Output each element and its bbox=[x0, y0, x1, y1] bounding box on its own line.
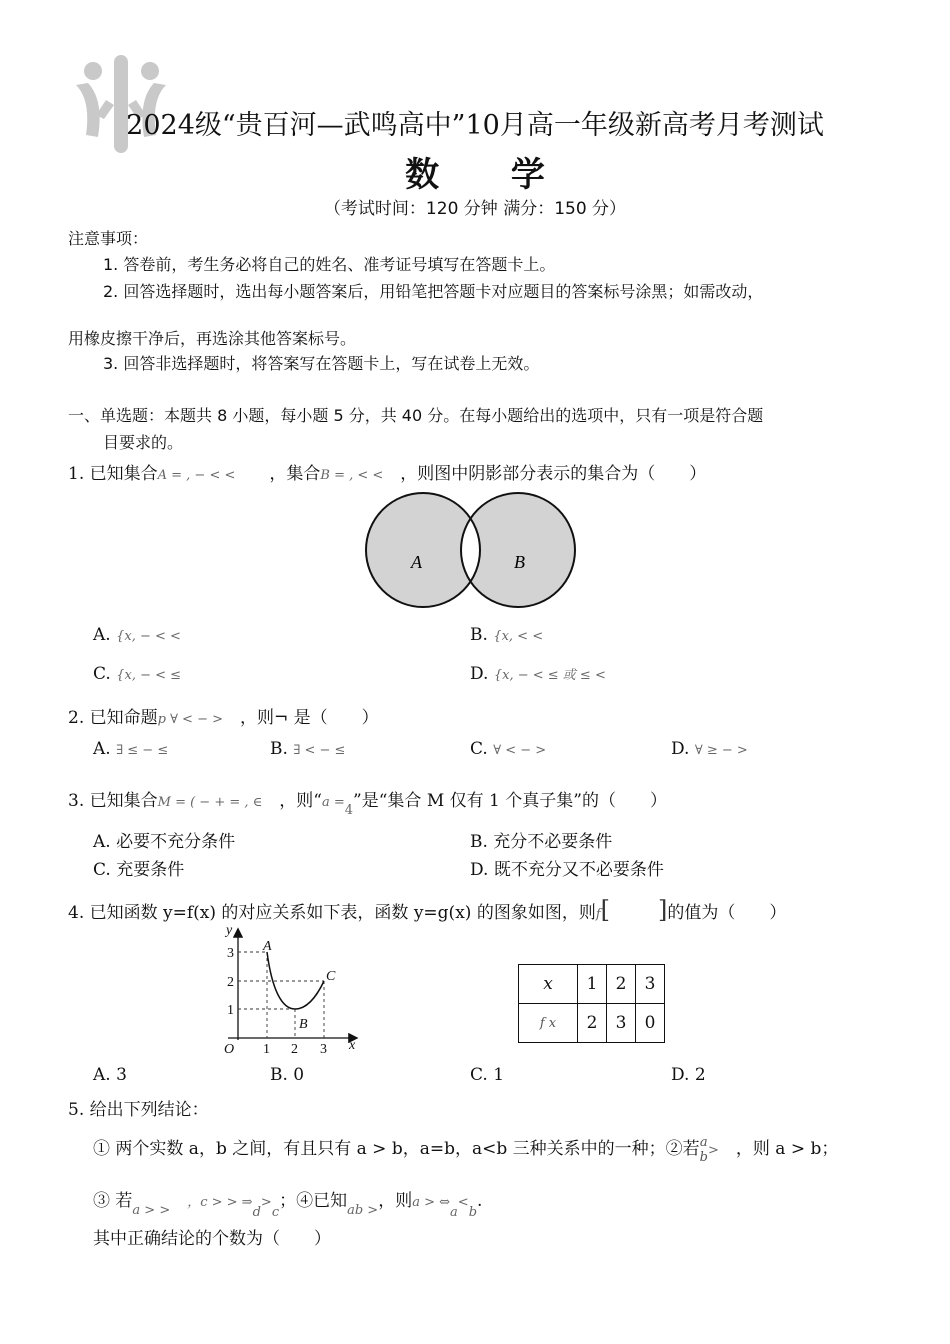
x-tick: 1 bbox=[263, 1042, 270, 1057]
table-header-x: x bbox=[519, 965, 578, 1004]
exam-title: 2024级“贵百河—武鸣高中”10月高一年级新高考月考测试 bbox=[126, 110, 824, 141]
q2-option-c[interactable]: C. ∀ < − > bbox=[470, 739, 547, 759]
q4-option-a[interactable]: A. 3 bbox=[93, 1065, 127, 1085]
q3-option-d[interactable]: D. 既不充分又不必要条件 bbox=[470, 860, 664, 880]
x-tick: 3 bbox=[320, 1042, 327, 1057]
function-table bbox=[518, 964, 665, 1043]
section-1-intro: 一、单选题：本题共 8 小题，每小题 5 分，共 40 分。在每小题给出的选项中，只有一项是符合题 bbox=[68, 406, 764, 425]
table-cell: 2 bbox=[607, 965, 636, 1004]
q3-stem: 3. 已知集合M = ( − + = , ∈ ，则“$a =_4$”是“集合 M 仅有 1 个真子集”的（ ） bbox=[68, 791, 667, 818]
y-axis-label: y bbox=[226, 923, 233, 938]
q5-conclusion-1-2: ① 两个实数 a，b 之间，有且只有 a > b，a=b，a<b 三种关系中的一种；②若a b> ，则 a > b； bbox=[93, 1134, 839, 1165]
q5-stem: 5. 给出下列结论： bbox=[68, 1100, 209, 1120]
q2-option-b[interactable]: B. ∃ < − ≤ bbox=[270, 739, 346, 759]
q1-option-c[interactable]: C. {x, − < ≤ bbox=[93, 664, 182, 684]
q5-conclusion-3-4: ③ 若$_{a > >}$ ，c > > $\Rightarrow_d>_c$；④已知$_{ab >}$，则$a > \Leftrightarrow_a<_b$. bbox=[93, 1191, 483, 1220]
x-axis-label: x bbox=[349, 1038, 356, 1053]
venn-label-a: A bbox=[411, 552, 422, 572]
function-graph bbox=[208, 920, 368, 1060]
q2-option-d[interactable]: D. ∀ ≥ − > bbox=[671, 739, 748, 759]
q4-option-c[interactable]: C. 1 bbox=[470, 1065, 505, 1085]
venn-diagram bbox=[365, 488, 585, 613]
table-cell: 3 bbox=[607, 1004, 636, 1043]
table-cell: 3 bbox=[636, 965, 665, 1004]
y-tick: 2 bbox=[227, 975, 234, 990]
g-curve bbox=[267, 952, 324, 1009]
q4-stem: 4. 已知函数 y=f(x) 的对应关系如下表，函数 y=g(x) 的图象如图，则f[ ]的值为（ ） bbox=[68, 896, 787, 924]
origin-label: O bbox=[224, 1042, 235, 1057]
q3-option-c[interactable]: C. 充要条件 bbox=[93, 860, 185, 880]
q4-option-d[interactable]: D. 2 bbox=[671, 1065, 706, 1085]
q1-set-b: B = , < < bbox=[320, 468, 384, 483]
q3-option-b[interactable]: B. 充分不必要条件 bbox=[470, 832, 613, 852]
table-cell: 0 bbox=[636, 1004, 665, 1043]
q1-prefix: 1. 已知集合 bbox=[68, 464, 158, 484]
table-row-label: f x bbox=[519, 1004, 578, 1043]
q4-option-b[interactable]: B. 0 bbox=[270, 1065, 305, 1085]
q1-option-b[interactable]: B. {x, < < bbox=[470, 625, 544, 645]
y-tick: 3 bbox=[227, 946, 234, 961]
q1-set-a: A = , − < < bbox=[157, 468, 236, 483]
point-b-label: B bbox=[299, 1017, 308, 1032]
q1-mid: ，集合 bbox=[269, 464, 321, 484]
q2-option-a[interactable]: A. ∃ ≤ − ≤ bbox=[93, 739, 169, 759]
note-3: 3. 回答非选择题时，将答案写在答题卡上，写在试卷上无效。 bbox=[103, 354, 540, 373]
exam-meta: （考试时间：120 分钟 满分：150 分） bbox=[323, 199, 627, 219]
note-2a: 2. 回答选择题时，选出每小题答案后，用铅笔把答题卡对应题目的答案标号涂黑；如需改动， bbox=[103, 282, 764, 301]
point-a-label: A bbox=[263, 939, 272, 954]
notes-heading: 注意事项： bbox=[68, 229, 149, 248]
section-1-intro-cont: 目要求的。 bbox=[103, 433, 184, 452]
q1-stem bbox=[68, 459, 706, 484]
q2-stem: 2. 已知命题p ∀ < − > ，则¬ 是（ ） bbox=[68, 708, 379, 728]
note-1: 1. 答卷前，考生务必将自己的姓名、准考证号填写在答题卡上。 bbox=[103, 255, 556, 274]
table-cell: 2 bbox=[578, 1004, 607, 1043]
q1-option-d[interactable]: D. {x, − < ≤ 或 ≤ < bbox=[470, 664, 606, 684]
subject-title: 数 学 bbox=[405, 155, 575, 195]
venn-label-b: B bbox=[514, 552, 525, 572]
q3-option-a[interactable]: A. 必要不充分条件 bbox=[93, 832, 236, 852]
note-2b: 用橡皮擦干净后，再选涂其他答案标号。 bbox=[68, 329, 357, 348]
point-c-label: C bbox=[326, 969, 336, 984]
q1-suffix: ，则图中阴影部分表示的集合为（ ） bbox=[400, 464, 707, 484]
q1-option-a[interactable]: A. {x, − < < bbox=[93, 625, 181, 645]
q5-question: 其中正确结论的个数为（ ） bbox=[93, 1229, 331, 1249]
x-tick: 2 bbox=[291, 1042, 298, 1057]
table-cell: 1 bbox=[578, 965, 607, 1004]
y-tick: 1 bbox=[227, 1003, 234, 1018]
